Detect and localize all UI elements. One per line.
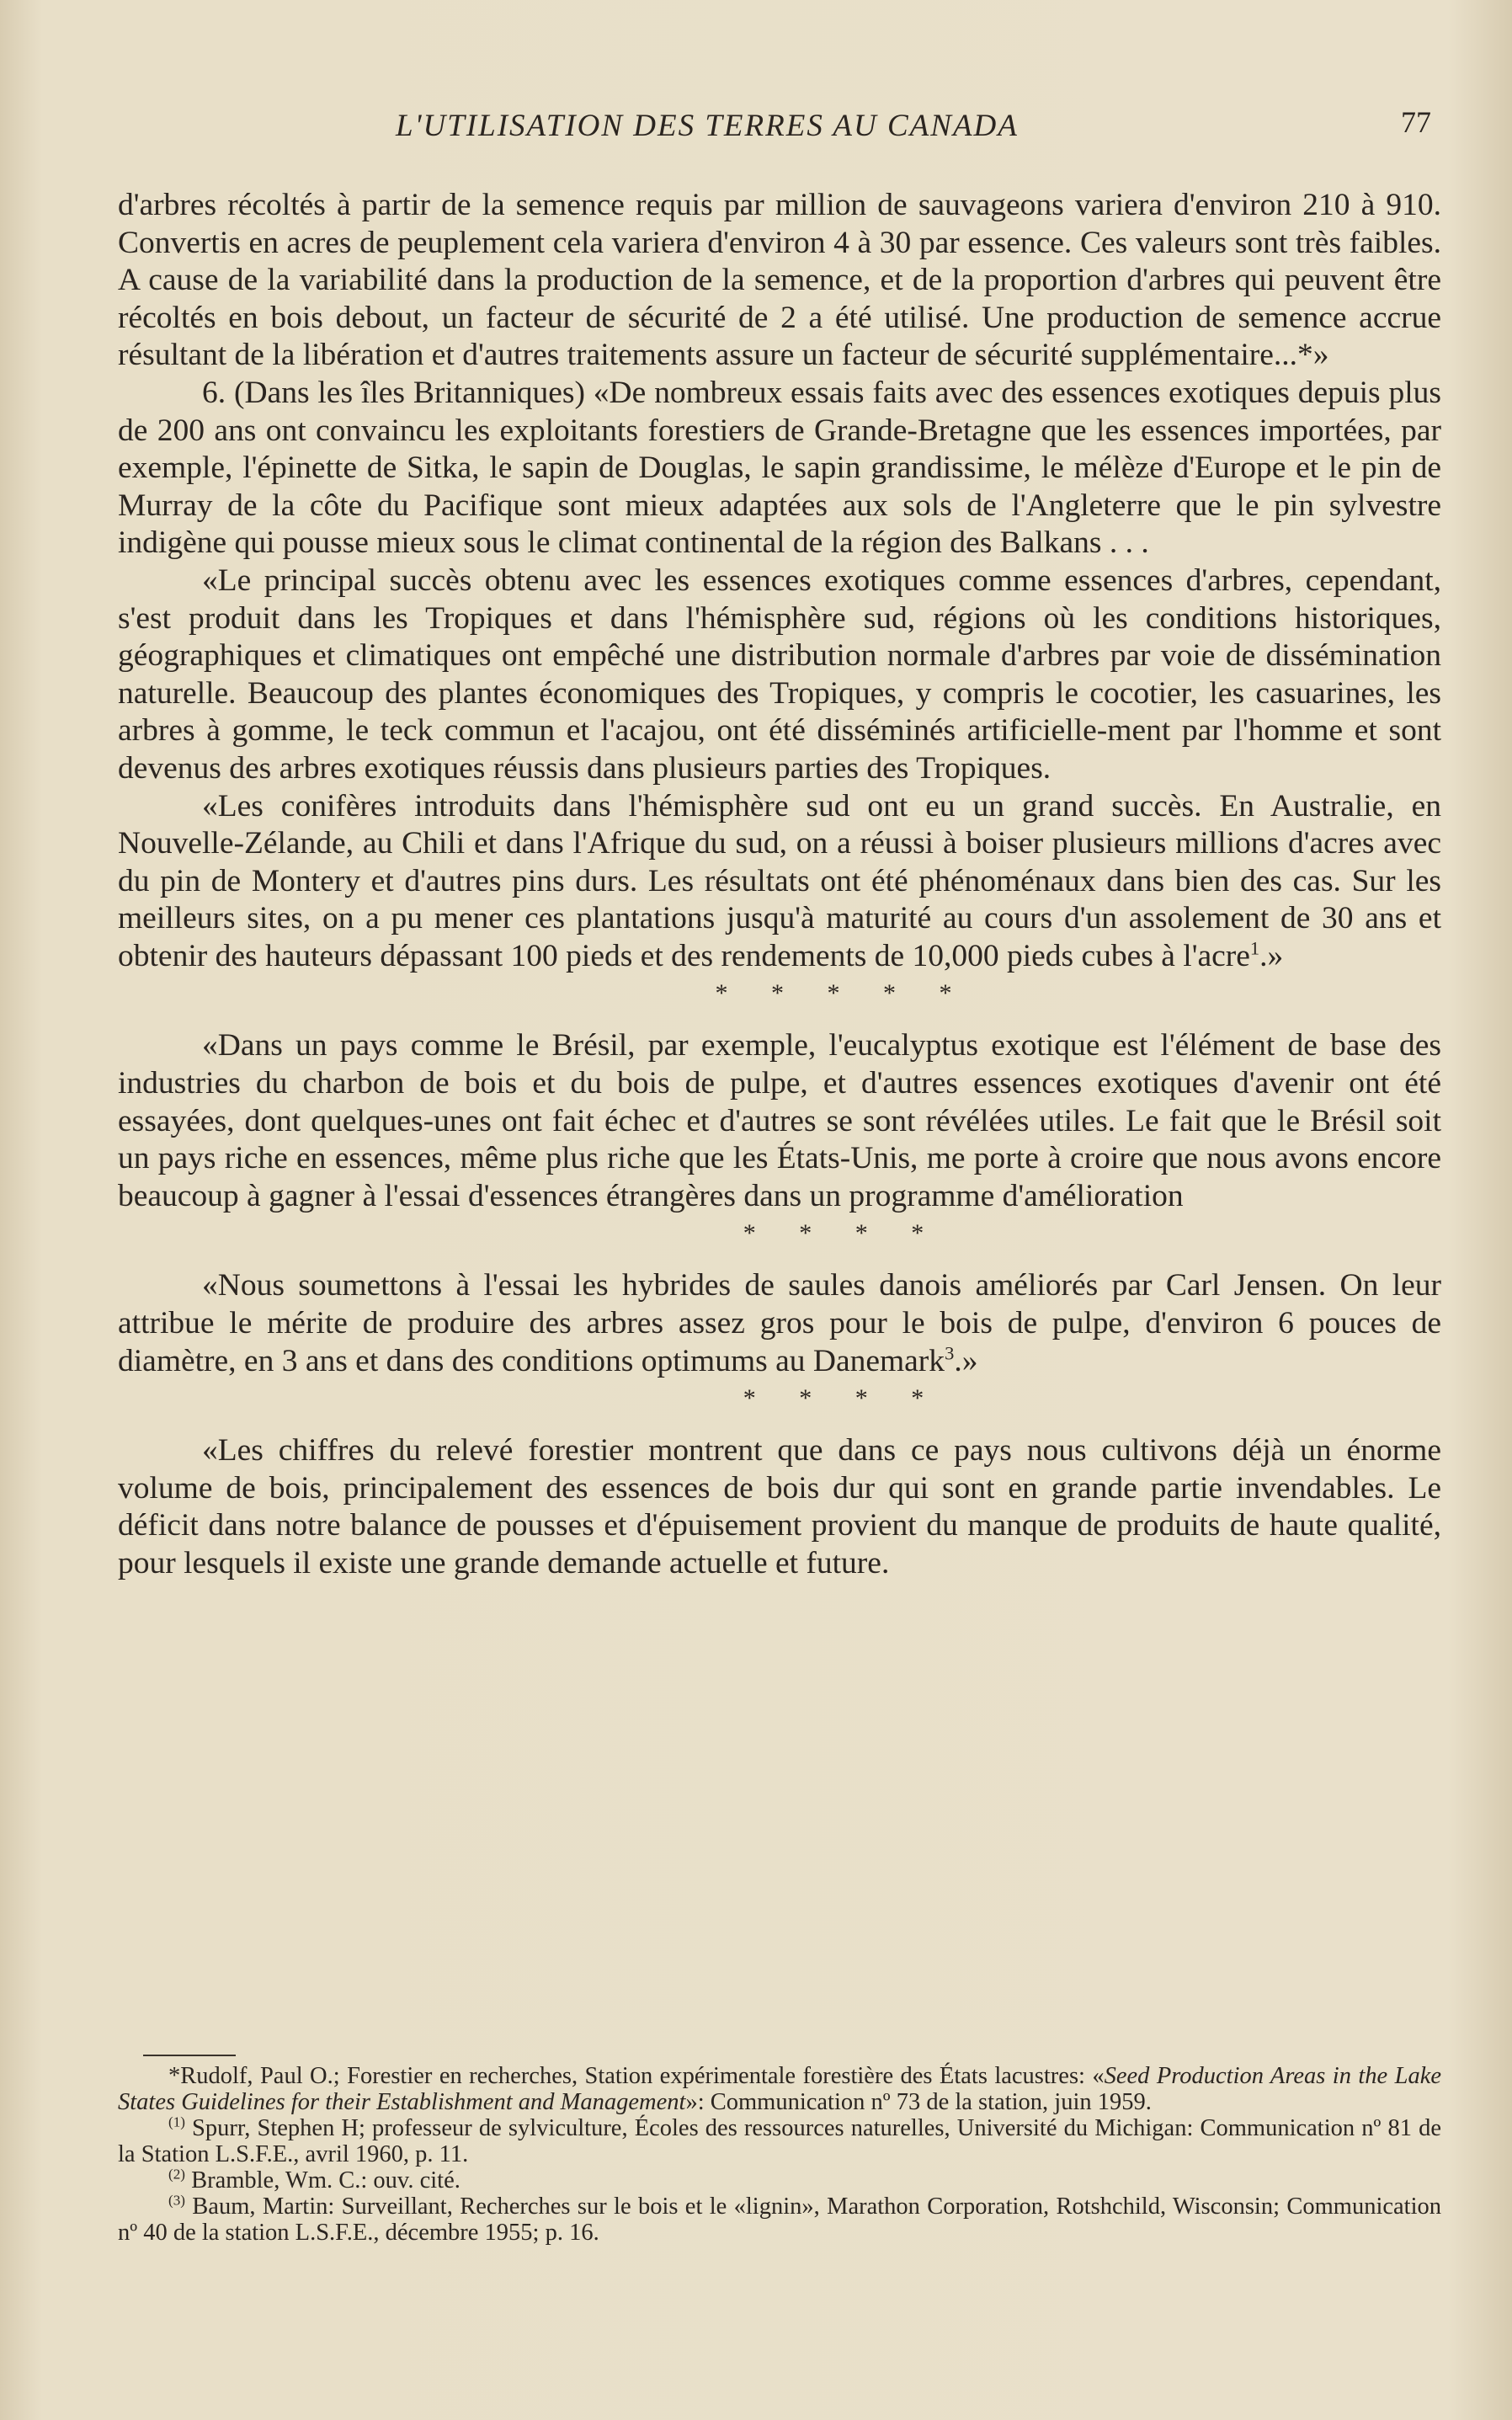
footnote-2 <box>118 2167 1441 2193</box>
footnote-3-mark: (3) <box>168 2192 185 2209</box>
paragraph-2: 6. (Dans les îles Britanniques) «De nombreux essais faits avec des essences exotiques depuis plus de 200 ans ont convaincu les exploitants forestiers de Grande-Bretagne que les essences importées, par exemple, l'épinette de Sitka, le sapin de Douglas, le sapin grandissime, le mélèze d'Europe et le pin de Murray de la côte du Pacifique sont mieux adaptées aux sols de l'Angleterre que le pin sylvestre indigène qui pousse mieux sous le climat continental de la région des Balkans . . . <box>118 375 1441 561</box>
section-separator-1: * * * * * <box>715 979 971 1008</box>
section-separator-2: * * * * <box>743 1219 943 1248</box>
section-separator-3: * * * * <box>743 1384 943 1413</box>
footnote-1 <box>118 2115 1441 2167</box>
footnote-3-text: Baum, Martin: Surveillant, Recherches sur le bois et le «lignin», Marathon Corporation, Rotshchild, Wisconsin; Communication nº 40 de la station L.S.F.E., décembre 1955; p. 16. <box>118 2193 1441 2246</box>
footnotes <box>118 2055 1441 2246</box>
paragraph-4-text: «Les conifères introduits dans l'hémisphère sud ont eu un grand succès. En Australie, en Nouvelle-Zélande, au Chili et dans l'Afrique du sud, on a réussi à boiser plusieurs millions d'acres avec du pin de Montery et d'autres pins durs. Les résultats ont été phénoménaux dans bien des cas. Sur les meilleurs sites, on a pu mener ces plantations jusqu'à maturité au cours d'un assolement de 30 ans et obtenir des hauteurs dépassant 100 pieds et des rendements de 10,000 pieds cubes à l'acre <box>118 788 1441 973</box>
footnote-star-text-a: *Rudolf, Paul O.; Forestier en recherches, Station expérimentale forestière des États lacustres: « <box>168 2063 1105 2089</box>
running-header <box>118 105 1431 158</box>
paragraph-7: «Les chiffres du relevé forestier montrent que dans ce pays nous cultivons déjà un énorme volume de bois, principalement des essences de bois dur qui sont en grande partie invendables. Le déficit dans notre balance de pousses et d'épuisement provient du manque de produits de haute qualité, pour lesquels il existe une grande demande actuelle et future. <box>118 1433 1441 1580</box>
paragraph-3: «Le principal succès obtenu avec les essences exotiques comme essences d'arbres, cependant, s'est produit dans les Tropiques et dans l'hémisphère sud, régions où les conditions historiques, géographiques et climatiques ont empêché une distribution normale d'arbres par voie de dissémination naturelle. Beaucoup des plantes économiques des Tropiques, y compris le cocotier, les casuarines, les arbres à gomme, le teck commun et l'acajou, ont été disséminés artificielle-ment par l'homme et sont devenus des arbres exotiques réussis dans plusieurs parties des Tropiques. <box>118 562 1441 786</box>
body-text <box>118 187 1441 1583</box>
footnote-1-text: Spurr, Stephen H; professeur de sylviculture, Écoles des ressources naturelles, Université du Michigan: Communication nº 81 de la Station L.S.F.E., avril 1960, p. 11. <box>118 2115 1441 2167</box>
footnote-ref-1: 1 <box>1249 937 1260 959</box>
footnote-star-text-b: »: Communication nº 73 de la station, juin 1959. <box>685 2089 1152 2115</box>
footnote-ref-3: 3 <box>945 1342 955 1364</box>
footnote-3 <box>118 2193 1441 2246</box>
footnote-star <box>118 2063 1441 2115</box>
paragraph-4-end: .» <box>1259 938 1284 973</box>
page-number: 77 <box>1401 105 1431 139</box>
paragraph-6-text: «Nous soumettons à l'essai les hybrides de saules danois améliorés par Carl Jensen. On leur attribue le mérite de produire des arbres assez gros pour le bois de pulpe, d'environ 6 pouces de diamètre, en 3 ans et dans des conditions optimums au Danemark <box>118 1268 1441 1378</box>
paragraph-4 <box>118 788 1441 976</box>
paragraph-5: «Dans un pays comme le Brésil, par exemple, l'eucalyptus exotique est l'élément de base des industries du charbon de bois et du bois de pulpe, et d'autres essences exotiques d'avenir ont été essayées, dont quelques-unes ont fait échec et d'autres se sont révélées utiles. Le fait que le Brésil soit un pays riche en essences, même plus riche que les États-Unis, me porte à croire que nous avons encore beaucoup à gagner à l'essai d'essences étrangères dans un programme d'amélioration <box>118 1028 1441 1213</box>
running-title: L'UTILISATION DES TERRES AU CANADA <box>396 109 1019 143</box>
paragraph-1: d'arbres récoltés à partir de la semence requis par million de sauvageons variera d'environ 210 à 910. Convertis en acres de peuplement cela variera d'environ 4 à 30 par essence. Ces valeurs sont très faibles. A cause de la variabilité dans la production de la semence, et de la proportion d'arbres qui peuvent être récoltés en bois debout, un facteur de sécurité de 2 a été utilisé. Une production de semence accrue résultant de la libération et d'autres traitements assure un facteur de sécurité supplémentaire...*» <box>118 188 1441 373</box>
footnote-2-text: Bramble, Wm. C.: ouv. cité. <box>184 2167 461 2193</box>
footnote-1-mark: (1) <box>168 2114 185 2130</box>
footnote-rule <box>143 2055 236 2056</box>
footnote-2-mark: (2) <box>168 2166 185 2183</box>
footnote-star-title: Seed Production Areas in the Lake States Guidelines for their Establishment and Management <box>118 2063 1441 2115</box>
paragraph-6-end: .» <box>954 1343 978 1378</box>
paragraph-6 <box>118 1267 1441 1380</box>
